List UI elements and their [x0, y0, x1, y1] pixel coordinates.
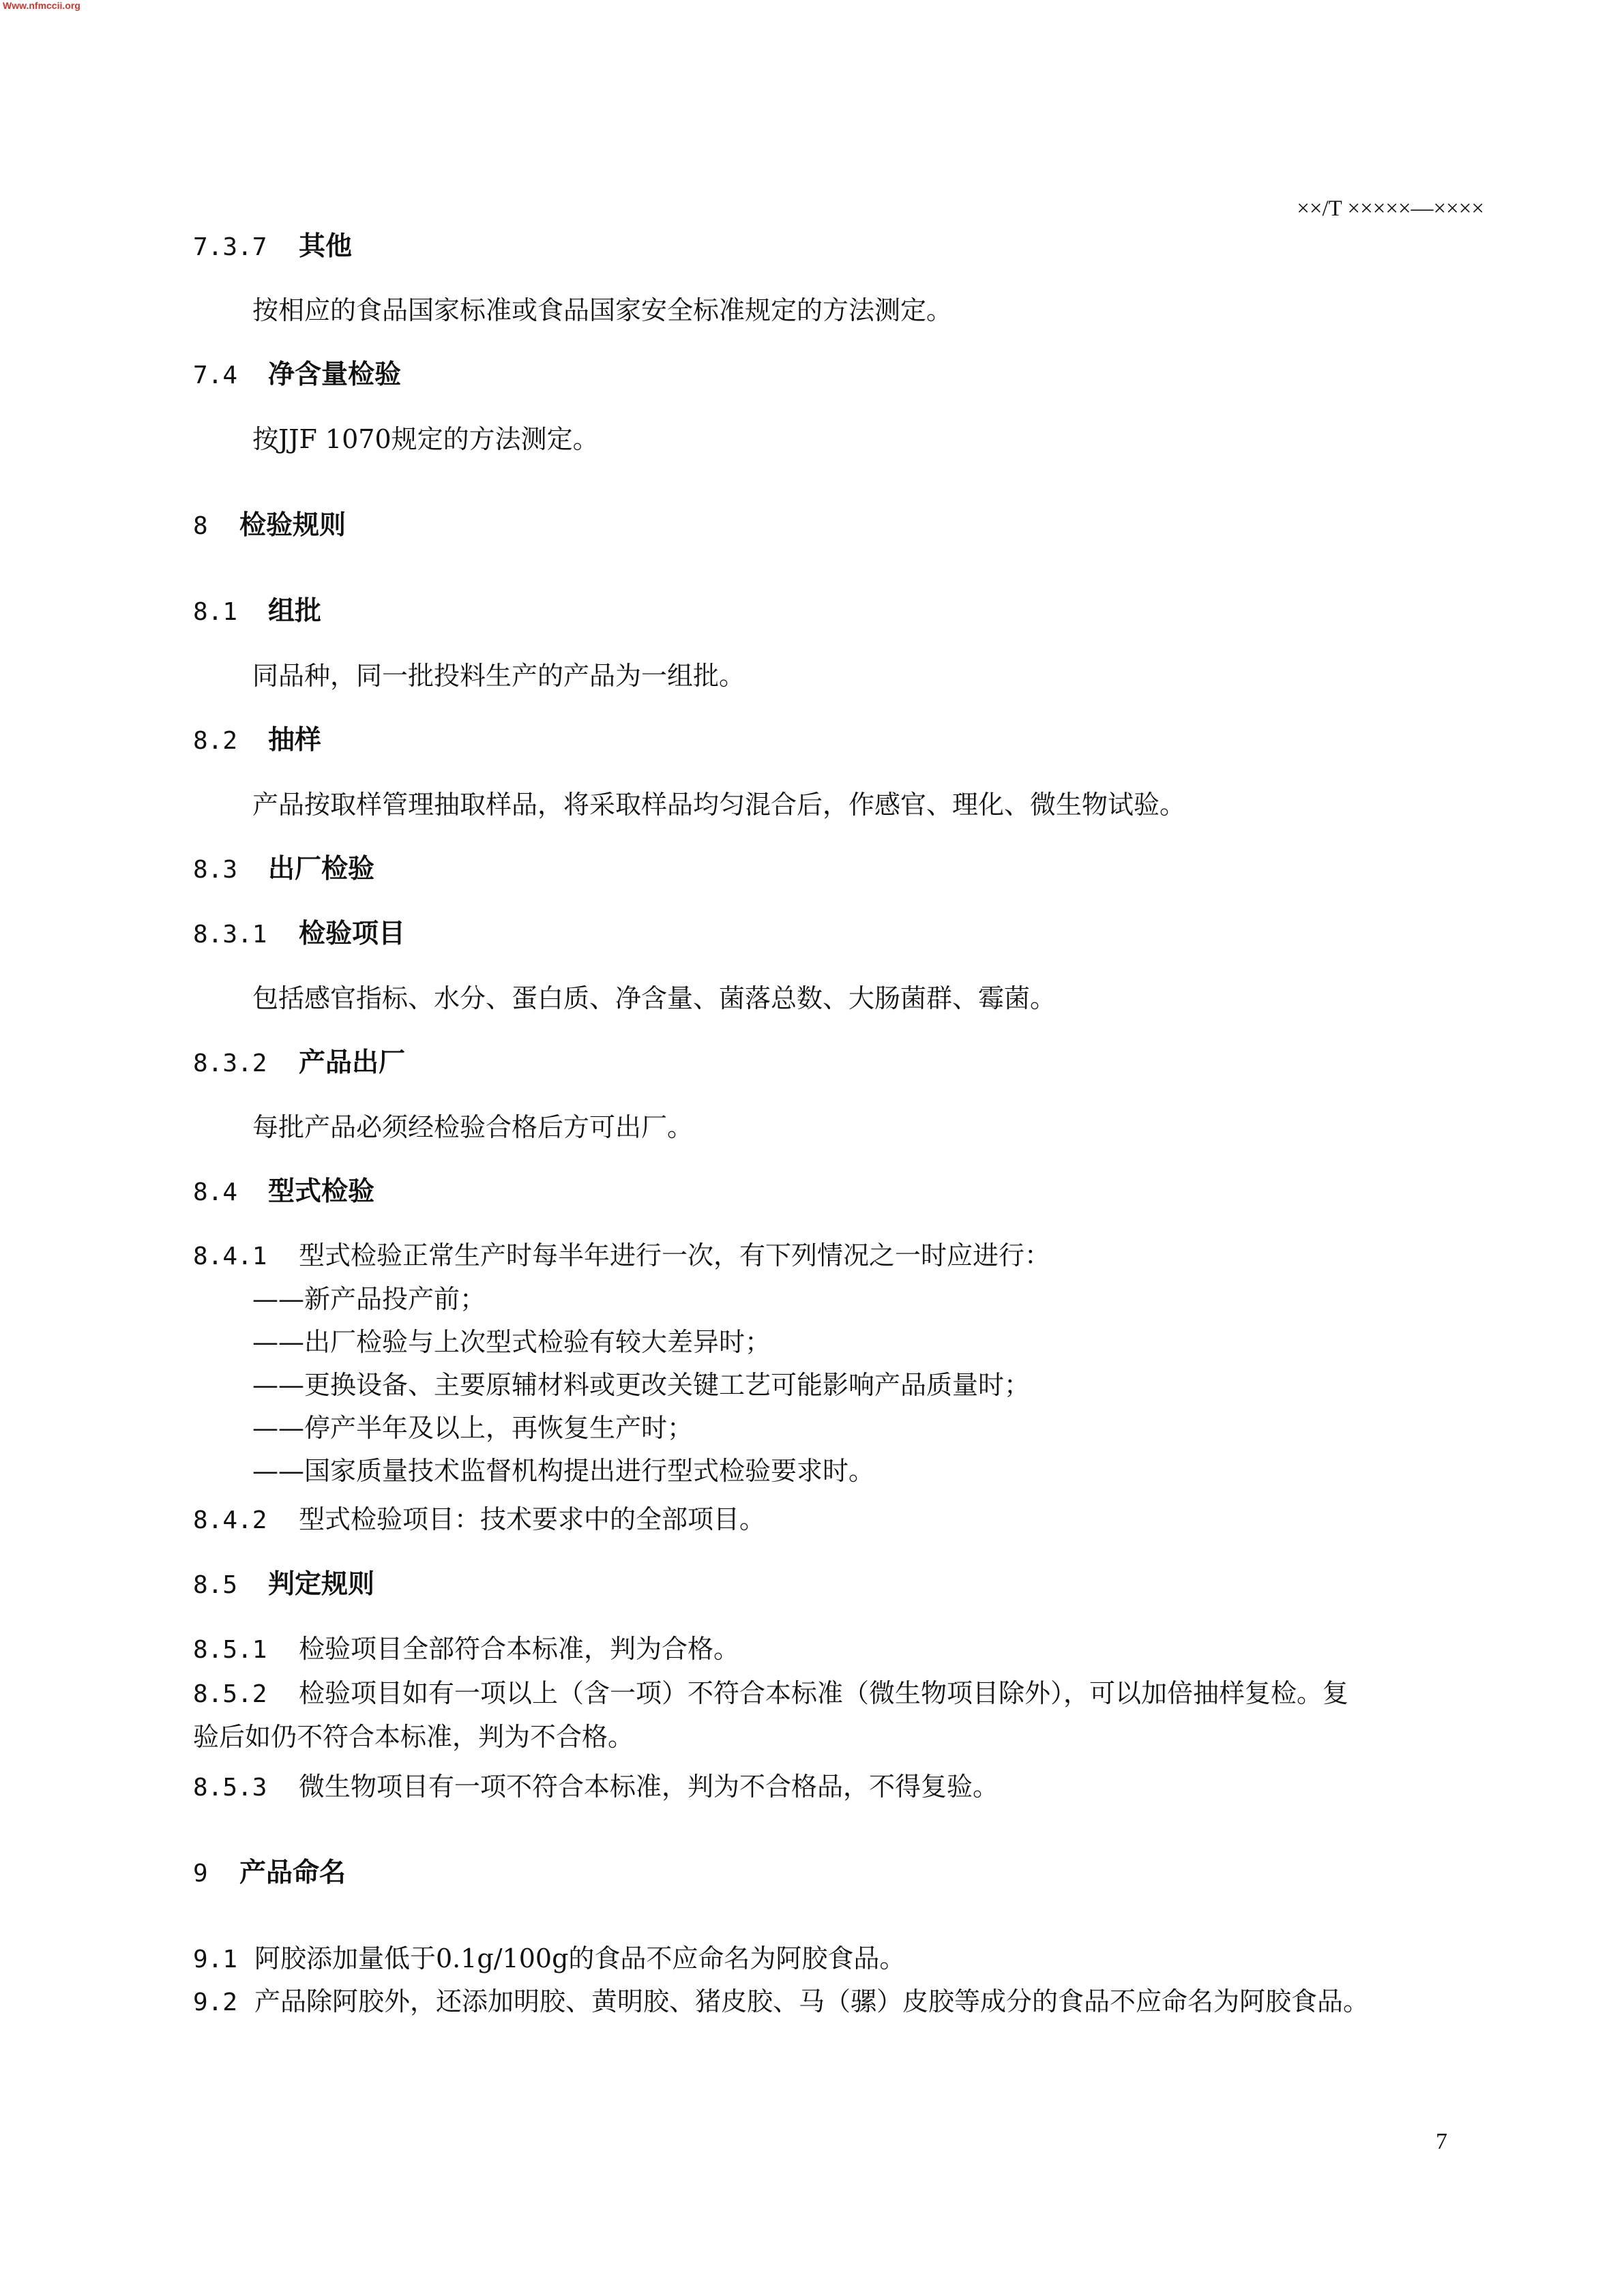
paragraph-8-2: 产品按取样管理抽取样品，将采取样品均匀混合后，作感官、理化、微生物试验。: [252, 790, 1186, 820]
list-item: ——更换设备、主要原辅材料或更改关键工艺可能影响产品质量时；: [252, 1370, 1031, 1400]
clause-number: 8.5.1: [193, 1636, 267, 1664]
section-title: 检验项目: [299, 919, 406, 949]
section-number: 7.4: [193, 361, 238, 389]
list-item: ——出厂检验与上次型式检验有较大差异时；: [252, 1327, 771, 1357]
page-number: 7: [1436, 2129, 1447, 2154]
clause-9-1: [193, 1943, 905, 1976]
section-number: 8.3: [193, 856, 238, 884]
heading-9: [193, 1857, 346, 1890]
section-title: 组批: [268, 596, 322, 627]
clause-text: 产品除阿胶外，还添加明胶、黄明胶、猪皮胶、马（骡）皮胶等成分的食品不应命名为阿胶食品。: [254, 1986, 1370, 2016]
clause-number: 9.2: [193, 1988, 238, 2016]
section-title: 抽样: [268, 725, 322, 756]
section-title: 净含量检验: [268, 359, 402, 390]
clause-text: 检验项目全部符合本标准，判为合格。: [299, 1634, 740, 1664]
section-number: 8.5: [193, 1571, 238, 1599]
heading-7-3-7: [193, 230, 352, 263]
clause-9-2: [193, 1986, 1369, 2018]
section-number: 8.2: [193, 727, 238, 755]
clause-text: 型式检验项目：技术要求中的全部项目。: [299, 1504, 766, 1534]
section-title: 产品出厂: [299, 1047, 406, 1078]
section-number: 8.4: [193, 1178, 238, 1206]
clause-8-5-2: [193, 1678, 1348, 1710]
section-title: 检验规则: [239, 510, 346, 541]
clause-number: 8.5.2: [193, 1680, 267, 1708]
list-item: ——停产半年及以上，再恢复生产时；: [252, 1413, 694, 1443]
clause-number: 9.1: [193, 1945, 238, 1973]
section-number: 8: [193, 512, 208, 540]
clause-text: 微生物项目有一项不符合本标准，判为不合格品，不得复验。: [299, 1772, 999, 1802]
list-item: ——新产品投产前；: [252, 1284, 486, 1314]
section-title: 型式检验: [268, 1176, 375, 1207]
heading-8-1: [193, 595, 321, 628]
clause-continuation: 验后如仍不符合本标准，判为不合格。: [193, 1722, 634, 1752]
document-code: ××/T ×××××—××××: [1297, 196, 1484, 221]
section-number: 8.3.2: [193, 1049, 267, 1077]
paragraph-8-3-1: 包括感官指标、水分、蛋白质、净含量、菌落总数、大肠菌群、霉菌。: [252, 983, 1057, 1013]
section-title: 其他: [299, 231, 353, 262]
section-number: 9: [193, 1860, 208, 1888]
clause-text: 检验项目如有一项以上（含一项）不符合本标准（微生物项目除外），可以加倍抽样复检。复: [299, 1678, 1349, 1708]
section-number: 8.3.1: [193, 921, 267, 949]
clause-8-5-1: [193, 1633, 739, 1666]
clause-8-5-3: [193, 1771, 999, 1804]
section-title: 产品命名: [239, 1858, 346, 1888]
section-title: 出厂检验: [268, 854, 375, 884]
heading-8: [193, 509, 346, 542]
clause-number: 8.4.1: [193, 1242, 267, 1270]
clause-text: 阿胶添加量低于0.1g/100g的食品不应命名为阿胶食品。: [254, 1943, 906, 1973]
clause-number: 8.4.2: [193, 1506, 267, 1534]
heading-8-5: [193, 1568, 374, 1601]
heading-8-3-2: [193, 1047, 405, 1079]
heading-8-3-1: [193, 918, 405, 951]
clause-text: 型式检验正常生产时每半年进行一次，有下列情况之一时应进行：: [299, 1240, 1051, 1270]
paragraph-7-3-7: 按相应的食品国家标准或食品国家安全标准规定的方法测定。: [252, 295, 953, 325]
paragraph-8-1: 同品种，同一批投料生产的产品为一组批。: [252, 661, 745, 691]
section-number: 7.3.7: [193, 233, 267, 261]
heading-7-4: [193, 359, 401, 391]
clause-8-4-1: [193, 1240, 1050, 1272]
clause-8-4-2: [193, 1504, 765, 1536]
section-title: 判定规则: [268, 1569, 375, 1600]
watermark-url: Www.nfmccii.org: [3, 0, 80, 11]
heading-8-2: [193, 724, 321, 757]
clause-number: 8.5.3: [193, 1774, 267, 1802]
paragraph-8-3-2: 每批产品必须经检验合格后方可出厂。: [252, 1112, 694, 1142]
list-item: ——国家质量技术监督机构提出进行型式检验要求时。: [252, 1456, 875, 1486]
paragraph-7-4: 按JJF 1070规定的方法测定。: [252, 424, 599, 454]
heading-8-3: [193, 853, 374, 886]
section-number: 8.1: [193, 598, 238, 626]
heading-8-4: [193, 1176, 374, 1208]
